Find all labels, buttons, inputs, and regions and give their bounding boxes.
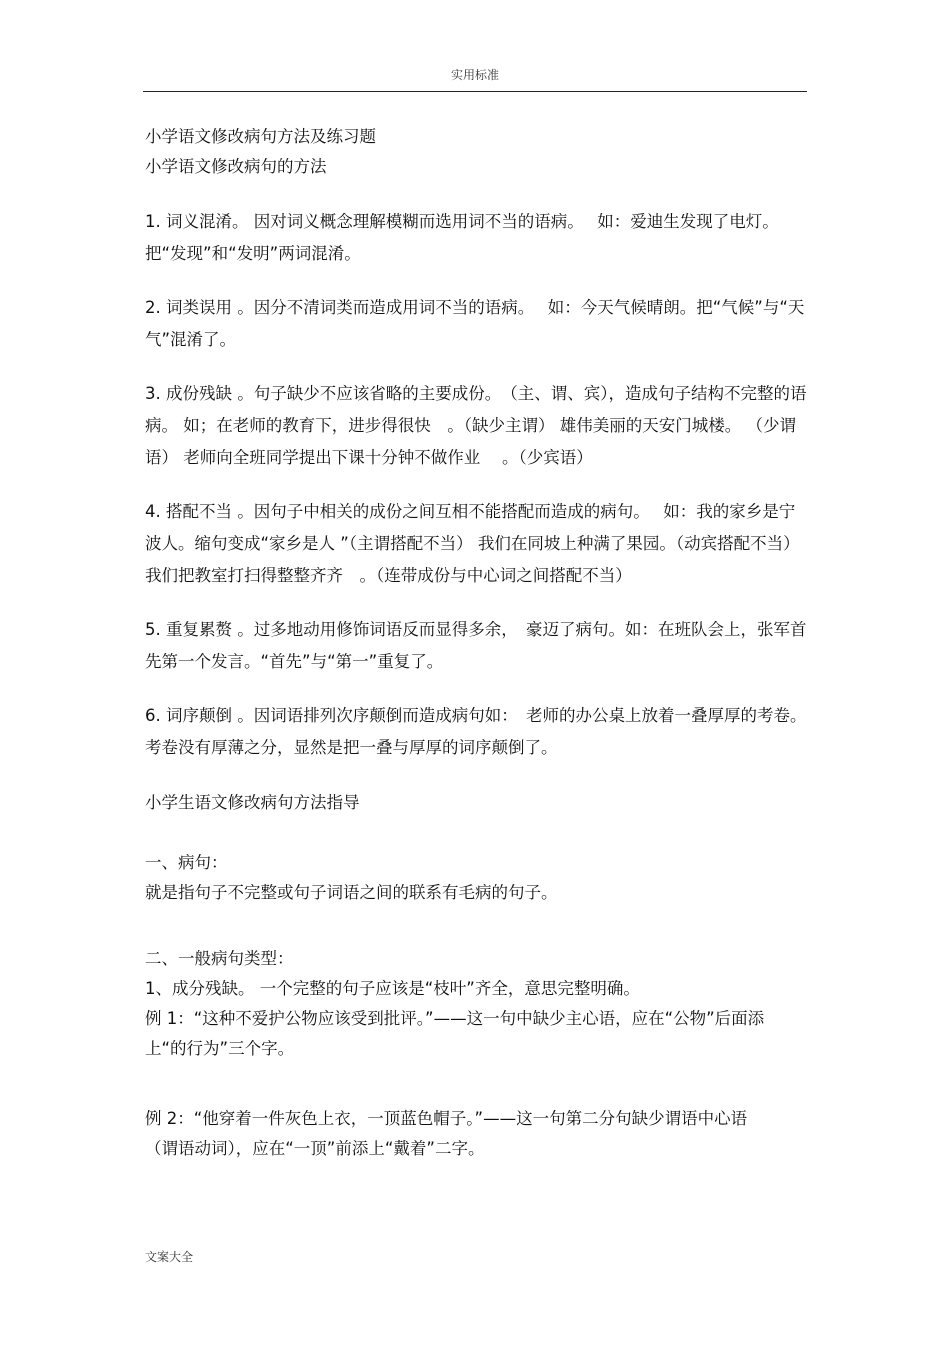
document-body (145, 122, 809, 1164)
guide-heading: 小学生语文修改病句方法指导 (145, 793, 360, 812)
method-item-2: 2. 词类误用 。因分不清词类而造成用词不当的语病。 如：今天气候晴朗。把“气候”与“天气”混淆了。 (145, 298, 805, 349)
page-header: 实用标准 (450, 68, 499, 82)
type-item-1: 1、成分残缺。 一个完整的句子应该是“枝叶”齐全，意思完整明确。 (145, 979, 640, 998)
method-item-1: 1. 词义混淆。 因对词义概念理解模糊而选用词不当的语病。 如：爱迪生发现了电灯。把“发现”和“发明”两词混淆。 (145, 212, 779, 263)
definition-text: 就是指句子不完整或句子词语之间的联系有毛病的句子。 (145, 883, 558, 902)
section-title: 小学语文修改病句的方法 (145, 157, 327, 176)
page-footer: 文案大全 (145, 1250, 194, 1264)
definition-title: 一、病句： (145, 853, 228, 872)
header-divider (143, 91, 807, 92)
example-2: 例 2：“他穿着一件灰色上衣，一顶蓝色帽子。”——这一句第二分句缺少谓语中心语（谓语动词），应在“一顶”前添上“戴着”二字。 (145, 1109, 748, 1158)
example-1: 例 1：“这种不爱护公物应该受到批评。”——这一句中缺少主心语，应在“公物”后面添上“的行为”三个字。 (145, 1009, 765, 1058)
types-title: 二、一般病句类型： (145, 949, 294, 968)
method-item-4: 4. 搭配不当 。因句子中相关的成份之间互相不能搭配而造成的病句。 如：我的家乡是宁波人。缩句变成“家乡是人 ”（主谓搭配不当） 我们在同坡上种满了果园。（动宾搭配不当） 我们把教室打扫得整整齐齐 。（连带成份与中心词之间搭配不当） (145, 502, 800, 585)
method-item-5: 5. 重复累赘 。过多地动用修饰词语反而显得多余， 豪迈了病句。如：在班队会上，张军首先第一个发言。“首先”与“第一”重复了。 (145, 620, 807, 671)
method-item-6: 6. 词序颠倒 。因词语排列次序颠倒而造成病句如： 老师的办公桌上放着一叠厚厚的考卷。考卷没有厚薄之分，显然是把一叠与厚厚的词序颠倒了。 (145, 706, 807, 757)
method-item-3: 3. 成份残缺 。句子缺少不应该省略的主要成份。 （主、谓、宾），造成句子结构不完整的语病。 如；在老师的教育下，进步得很快 。（缺少主谓） 雄伟美丽的天安门城楼。 （少谓语） 老师向全班同学提出下课十分钟不做作业 。（少宾语） (145, 384, 807, 467)
document-title: 小学语文修改病句方法及练习题 (145, 127, 376, 146)
